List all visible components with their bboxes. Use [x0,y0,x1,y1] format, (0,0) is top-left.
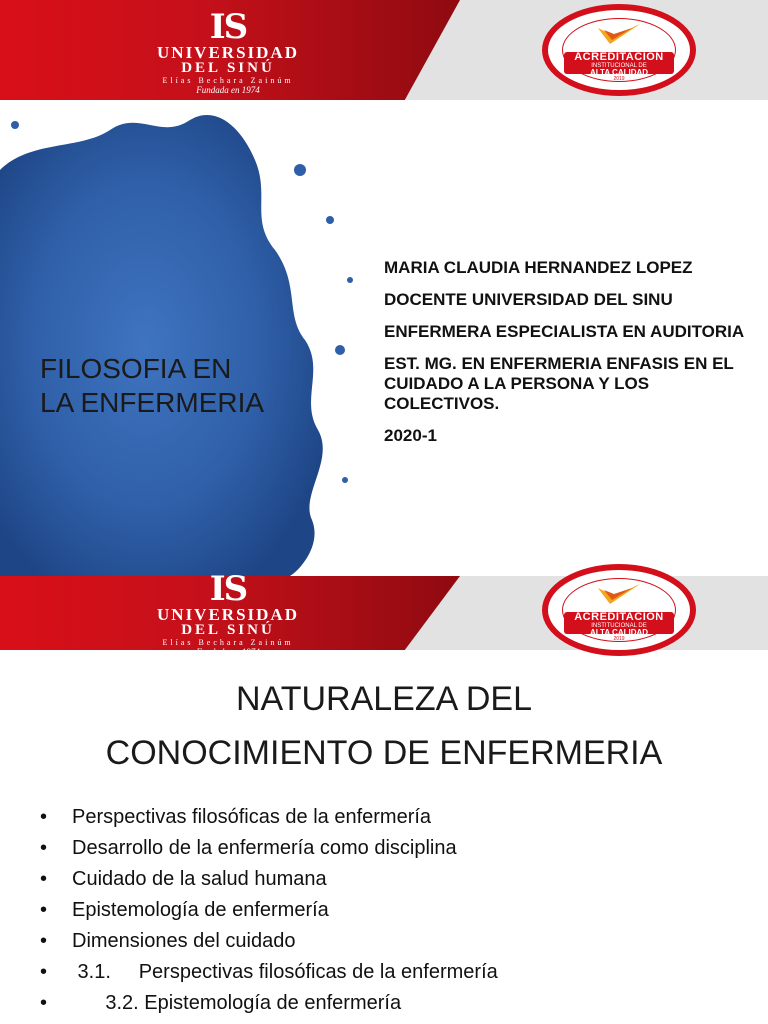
university-logo [138,7,318,95]
blue-paint-splash [0,100,360,576]
accreditation-year: 2019 [613,76,625,82]
university-logo-footer: IS UNIVERSIDAD DEL SINÚ Elías Bechara Zainúm Fundada en 1974 [138,572,318,656]
list-item: • Desarrollo de la enfermería como disciplina [40,837,457,859]
checkmark-icon [596,582,642,608]
list-item: • 3.2. Epistemología de enfermería [40,992,402,1014]
list-item: • Cuidado de la salud humana [40,868,327,890]
university-crest-icon: IS [209,7,247,47]
academic-period: 2020-1 [384,426,437,445]
list-item: • Perspectivas filosóficas de la enfermería [40,806,432,828]
list-item: • Dimensiones del cuidado [40,930,296,952]
university-name-line2: DEL SINÚ [181,60,275,76]
section-title-line2: CONOCIMIENTO DE ENFERMERIA [105,734,663,772]
author-study: EST. MG. EN ENFERMERIA ENFASIS EN EL CUIDADO A LA PERSONA Y LOS COLECTIVOS. [384,354,734,413]
presentation-title: FILOSOFIA EN LA ENFERMERIA [40,353,265,418]
footer-banner [0,569,768,657]
university-founded: Fundada en 1974 [196,85,260,95]
author-role: DOCENTE UNIVERSIDAD DEL SINU [384,290,673,309]
university-founder: Elías Bechara Zainúm [162,76,294,85]
university-crest-icon: IS [209,569,247,609]
checkmark-icon [596,22,642,48]
accreditation-seal [542,4,696,96]
accreditation-label: ACREDITACIÓN INSTITUCIONAL DE ALTA CALIDAD [564,52,674,74]
section-title [0,672,768,780]
accreditation-seal-footer: ACREDITACIÓN INSTITUCIONAL DE ALTA CALIDAD 2019 [542,564,696,656]
author-specialty: ENFERMERA ESPECIALISTA EN AUDITORIA [384,322,745,341]
author-name: MARIA CLAUDIA HERNANDEZ LOPEZ [384,258,693,277]
university-name-line1: UNIVERSIDAD [157,43,299,62]
list-item: • 3.1. Perspectivas filosóficas de la enfermería [40,961,498,983]
header-banner [0,0,768,100]
topic-list [40,803,498,1020]
list-item: • Epistemología de enfermería [40,899,329,921]
section-title-line1: NATURALEZA DEL [235,680,532,718]
author-details [384,258,754,458]
